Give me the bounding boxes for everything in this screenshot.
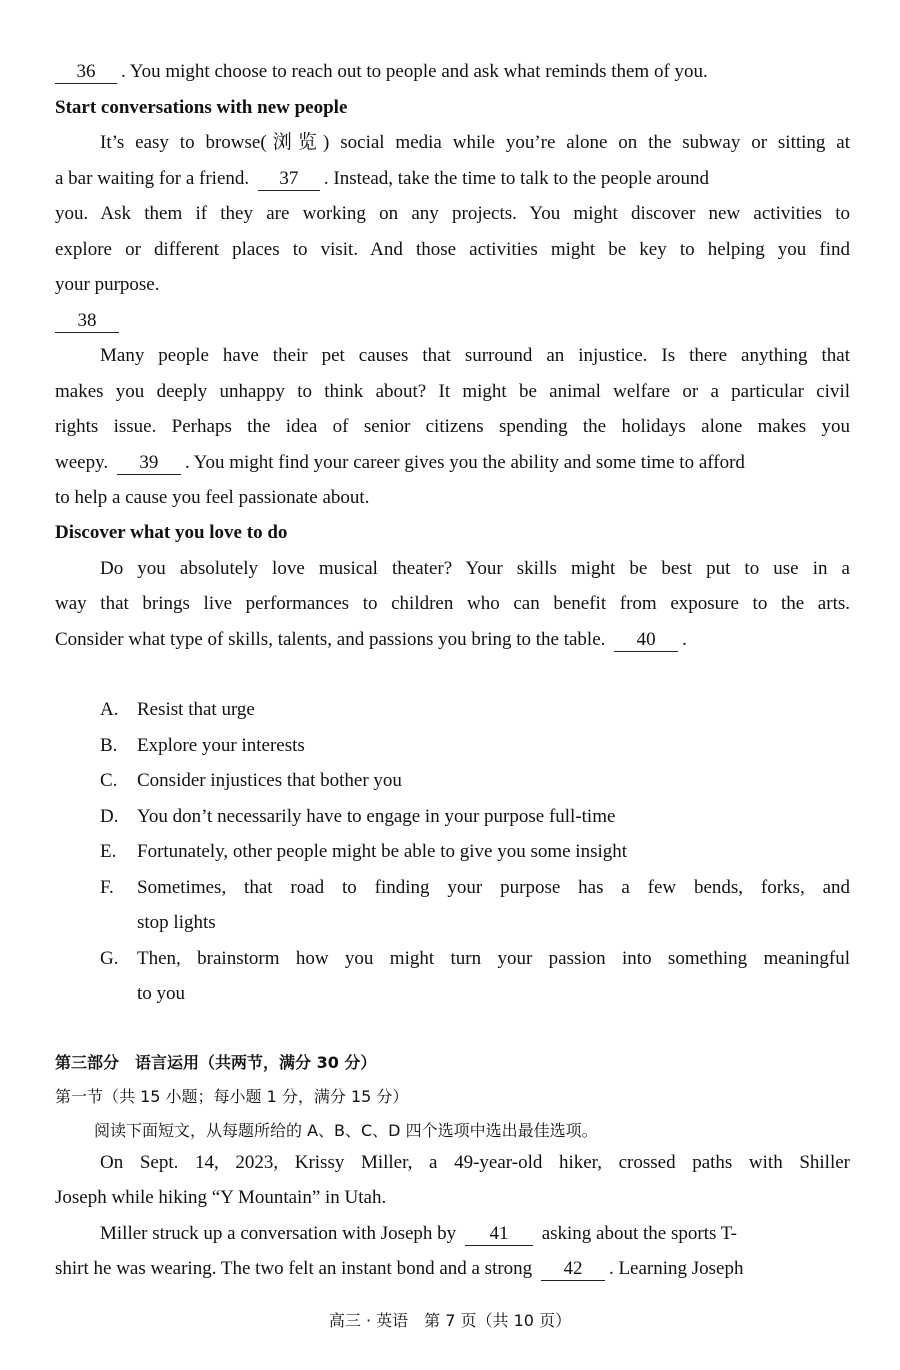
option-text: stop lights (137, 912, 216, 933)
option-text: Fortunately, other people might be able to give you some insight (137, 841, 628, 862)
q36-text: . You might choose to reach out to people and ask what reminds them of you. (121, 61, 708, 82)
option-text: Explore your interests (137, 735, 305, 756)
option-text: to you (137, 983, 186, 1004)
option-text: Consider injustices that bother you (137, 770, 402, 791)
blank-36: 36 (55, 61, 117, 84)
blank-38: 38 (55, 310, 119, 333)
exam-page: 36 . You might choose to reach out to people and ask what reminds them of you. Start conversations with new people It’s easy to browse(浏览) social media while you’re alone on the subway or sitting at a bar waiting for a friend. 37 . Instead, take the time to talk to the people around you. Ask them if they are working on any projects. You might discover new activities to explore or different places to visit. And those activities might be key to helping you find your purpose. 38 Many people have their pet causes that surround an injustice. Is there anything that makes you deeply unhappy to think about? It might be animal welfare or a particular civil rights issue. Perhaps the idea of senior citizens spending the holidays alone makes you weepy. 39 . You might find your career gives you the ability and some time to afford to help a cause you feel passionate about. Discover what you love to do Do you absolutely love musical theater? Your skills might be best put to use in a way that brings live performances to children who can benefit from exposure to the arts. Consider what type of skills, talents, and passions you bring to the table. 40 . A. Resist that urge B. Explore your interests C. Consider injustices that bother you D. You don’t necessarily have to engage in your purpose full-time E. Fortunately, other people might be able to give you some insight F. Sometimes, that road to finding your purpose has a few bends, forks, and stop lights G. Then, brainstorm how you might turn your passion into something meaningful to you 第三部分 语言运用（共两节，满分 30 分） 第一节（共 15 小题；每小题 1 分，满分 15 分） 阅读下面短文，从每题所给的 A、B、C、D 四个选项中选出最佳选项。 On Sept. 14, 2023, Krissy Miller, a 49-year-old hiker, crossed paths with Shiller Joseph while hiking “Y Mountain” in Utah. Miller struck up a conversation with Joseph by 41 asking about the sports T- shirt he was wearing. The two felt an instant bond and a strong 42 . Learning Joseph 高三 · 英语 第 7 页（共 10 页） (0, 0, 900, 1370)
option-letter: B. (100, 735, 118, 756)
option-letter: C. (100, 770, 118, 791)
option-letter: D. (100, 806, 119, 827)
page-footer: 高三 · 英语 第 7 页（共 10 页） (328, 1311, 572, 1330)
option-text: Resist that urge (137, 699, 255, 720)
option-text: Then, brainstorm how you might turn your passion into something meaningful (137, 948, 850, 969)
blank-42: 42 (541, 1258, 605, 1281)
blank-40: 40 (614, 629, 678, 652)
blank-39: 39 (117, 452, 181, 475)
option-letter: F. (100, 877, 114, 898)
option-letter: A. (100, 699, 119, 720)
blank-37: 37 (258, 168, 320, 191)
option-letter: E. (100, 841, 117, 862)
option-letter: G. (100, 948, 119, 969)
option-text: Sometimes, that road to finding your purpose has a few bends, forks, and (137, 877, 850, 898)
blank-41: 41 (465, 1223, 533, 1246)
option-text: You don’t necessarily have to engage in your purpose full-time (137, 806, 616, 827)
